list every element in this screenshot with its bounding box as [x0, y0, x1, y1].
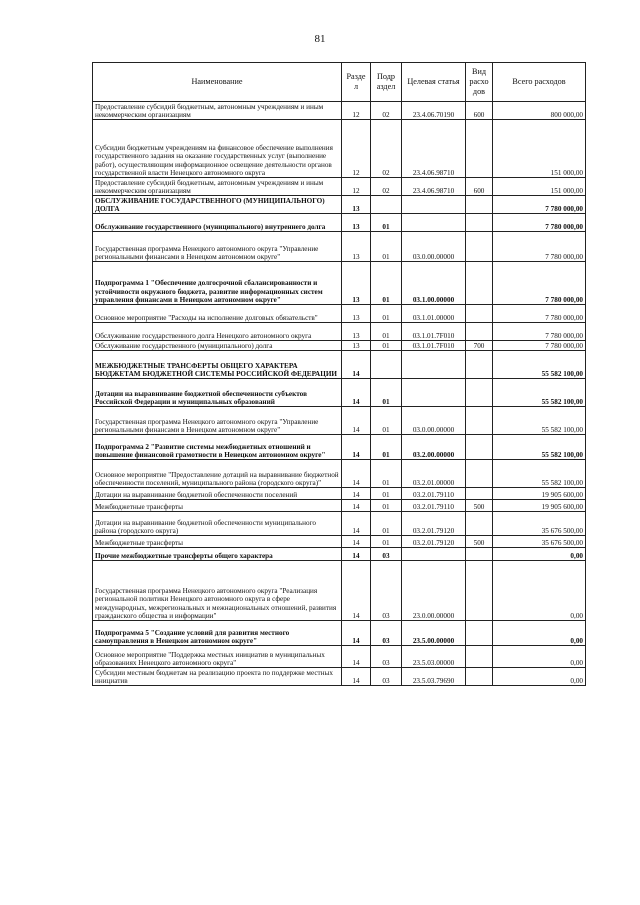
row-name-cell: Межбюджетные трансферты [93, 500, 342, 512]
row-total-cell: 7 780 000,00 [493, 323, 586, 341]
expenditure-table [92, 62, 586, 686]
row-target-cell [402, 379, 466, 407]
row-target-cell: 03.1.01.7F010 [402, 341, 466, 351]
row-name-cell: Дотации на выравнивание бюджетной обеспеченности субъектов Российской Федерации и муниципальных образований [93, 379, 342, 407]
table-header-row [93, 63, 586, 102]
row-target-cell: 03.1.01.7F010 [402, 323, 466, 341]
row-razdel-cell: 14 [342, 512, 371, 536]
row-podrazdel-cell: 03 [371, 621, 402, 646]
table-row [93, 341, 586, 351]
row-razdel-cell: 14 [342, 488, 371, 500]
row-target-cell: 23.5.00.00000 [402, 621, 466, 646]
row-name-cell: Основное мероприятие "Предоставление дотаций на выравнивание бюджетной обеспеченности поселений, муниципального района (городского округа)" [93, 460, 342, 488]
row-target-cell: 23.0.00.00000 [402, 561, 466, 621]
row-podrazdel-cell [371, 196, 402, 214]
row-name-cell: Прочие межбюджетные трансферты общего характера [93, 548, 342, 561]
table-row [93, 435, 586, 460]
row-total-cell: 0,00 [493, 621, 586, 646]
row-vid-cell [466, 407, 493, 435]
row-target-cell: 23.5.03.00000 [402, 646, 466, 668]
row-vid-cell [466, 646, 493, 668]
row-podrazdel-cell: 03 [371, 561, 402, 621]
row-razdel-cell: 13 [342, 341, 371, 351]
row-name-cell: Предоставление субсидий бюджетным, автономным учреждениям и иным некоммерческим организациям [93, 178, 342, 196]
row-vid-cell [466, 196, 493, 214]
row-razdel-cell: 13 [342, 323, 371, 341]
row-total-cell: 7 780 000,00 [493, 341, 586, 351]
table-row [93, 196, 586, 214]
row-vid-cell [466, 214, 493, 232]
table-row [93, 548, 586, 561]
row-razdel-cell: 13 [342, 214, 371, 232]
row-podrazdel-cell: 01 [371, 214, 402, 232]
row-vid-cell: 500 [466, 500, 493, 512]
row-total-cell: 55 582 100,00 [493, 351, 586, 379]
row-vid-cell [466, 621, 493, 646]
page-number: 81 [314, 33, 326, 45]
table-row [93, 323, 586, 341]
header-podrazdel: Подр аздел [371, 63, 402, 102]
table-row [93, 561, 586, 621]
row-podrazdel-cell: 01 [371, 500, 402, 512]
row-vid-cell [466, 488, 493, 500]
row-razdel-cell: 14 [342, 561, 371, 621]
row-podrazdel-cell: 02 [371, 178, 402, 196]
row-podrazdel-cell: 01 [371, 305, 402, 323]
row-name-cell: Дотации на выравнивание бюджетной обеспеченности муниципального района (городского округа) [93, 512, 342, 536]
row-razdel-cell: 14 [342, 646, 371, 668]
header-target: Целевая статья [402, 63, 466, 102]
row-podrazdel-cell: 01 [371, 460, 402, 488]
row-name-cell: Обслуживание государственного (муниципального) внутреннего долга [93, 214, 342, 232]
table-row [93, 120, 586, 178]
row-total-cell: 0,00 [493, 668, 586, 686]
row-razdel-cell: 14 [342, 621, 371, 646]
row-total-cell: 35 676 500,00 [493, 512, 586, 536]
table-row [93, 460, 586, 488]
row-vid-cell: 600 [466, 178, 493, 196]
row-total-cell: 19 905 600,00 [493, 488, 586, 500]
row-total-cell: 7 780 000,00 [493, 214, 586, 232]
row-name-cell: Субсидии бюджетным учреждениям на финансовое обеспечение выполнения государственного задания на оказание государственных услуг (выполнение работ), осуществляющим информационное освещение деятельности органов государственной власти Ненецкого автономного округа [93, 120, 342, 178]
row-total-cell: 800 000,00 [493, 102, 586, 120]
row-podrazdel-cell: 01 [371, 407, 402, 435]
row-razdel-cell: 14 [342, 407, 371, 435]
row-razdel-cell: 13 [342, 196, 371, 214]
row-target-cell: 03.2.01.00000 [402, 460, 466, 488]
table-row [93, 305, 586, 323]
table-row [93, 668, 586, 686]
row-podrazdel-cell: 01 [371, 435, 402, 460]
row-vid-cell [466, 262, 493, 305]
row-razdel-cell: 12 [342, 178, 371, 196]
row-name-cell: Подпрограмма 5 "Создание условий для развития местного самоуправления в Ненецком автономном округе" [93, 621, 342, 646]
header-razdel: Разде л [342, 63, 371, 102]
table-row [93, 214, 586, 232]
row-podrazdel-cell [371, 351, 402, 379]
row-total-cell: 35 676 500,00 [493, 536, 586, 548]
row-target-cell [402, 196, 466, 214]
row-podrazdel-cell: 01 [371, 262, 402, 305]
row-name-cell: Субсидии местным бюджетам на реализацию проекта по поддержке местных инициатив [93, 668, 342, 686]
row-name-cell: ОБСЛУЖИВАНИЕ ГОСУДАРСТВЕННОГО (МУНИЦИПАЛЬНОГО) ДОЛГА [93, 196, 342, 214]
row-vid-cell [466, 323, 493, 341]
row-vid-cell [466, 120, 493, 178]
row-target-cell: 03.0.00.00000 [402, 407, 466, 435]
table-row [93, 536, 586, 548]
row-name-cell: Основное мероприятие "Поддержка местных инициатив в муниципальных образованиях Ненецкого автономного округа" [93, 646, 342, 668]
row-podrazdel-cell: 01 [371, 232, 402, 262]
row-vid-cell [466, 668, 493, 686]
row-podrazdel-cell: 02 [371, 120, 402, 178]
row-podrazdel-cell: 03 [371, 646, 402, 668]
row-target-cell: 03.1.00.00000 [402, 262, 466, 305]
row-total-cell: 0,00 [493, 561, 586, 621]
row-target-cell: 03.2.01.79120 [402, 536, 466, 548]
row-name-cell: Межбюджетные трансферты [93, 536, 342, 548]
row-razdel-cell: 13 [342, 305, 371, 323]
row-target-cell: 23.4.06.70190 [402, 102, 466, 120]
row-total-cell: 55 582 100,00 [493, 407, 586, 435]
row-podrazdel-cell: 02 [371, 102, 402, 120]
row-name-cell: Государственная программа Ненецкого автономного округа "Управление региональными финансами в Ненецком автономном округе" [93, 407, 342, 435]
row-total-cell: 7 780 000,00 [493, 305, 586, 323]
row-target-cell: 03.2.01.79120 [402, 512, 466, 536]
table-row [93, 488, 586, 500]
row-razdel-cell: 14 [342, 351, 371, 379]
row-target-cell [402, 351, 466, 379]
row-target-cell [402, 548, 466, 561]
row-name-cell: Подпрограмма 1 "Обеспечение долгосрочной сбалансированности и устойчивости окружного бюджета, развитие информационных систем управления финансами в Ненецком автономном округе" [93, 262, 342, 305]
row-name-cell: Дотации на выравнивание бюджетной обеспеченности поселений [93, 488, 342, 500]
row-total-cell: 151 000,00 [493, 120, 586, 178]
row-podrazdel-cell: 01 [371, 341, 402, 351]
row-razdel-cell: 14 [342, 548, 371, 561]
row-total-cell: 55 582 100,00 [493, 460, 586, 488]
row-podrazdel-cell: 03 [371, 548, 402, 561]
row-target-cell: 23.5.03.79690 [402, 668, 466, 686]
row-total-cell: 55 582 100,00 [493, 435, 586, 460]
row-total-cell: 7 780 000,00 [493, 262, 586, 305]
row-target-cell: 03.2.01.79110 [402, 488, 466, 500]
row-vid-cell [466, 379, 493, 407]
row-name-cell: Государственная программа Ненецкого автономного округа "Управление региональными финансами в Ненецком автономном округе" [93, 232, 342, 262]
row-razdel-cell: 13 [342, 232, 371, 262]
row-vid-cell [466, 561, 493, 621]
table-row [93, 621, 586, 646]
row-vid-cell [466, 232, 493, 262]
table-row [93, 646, 586, 668]
row-target-cell: 23.4.06.98710 [402, 178, 466, 196]
row-razdel-cell: 12 [342, 102, 371, 120]
row-total-cell: 0,00 [493, 548, 586, 561]
row-podrazdel-cell: 01 [371, 536, 402, 548]
row-target-cell: 03.1.01.00000 [402, 305, 466, 323]
row-razdel-cell: 13 [342, 262, 371, 305]
header-vid: Вид расхо дов [466, 63, 493, 102]
row-razdel-cell: 14 [342, 668, 371, 686]
table-row [93, 351, 586, 379]
table-row [93, 102, 586, 120]
row-name-cell: Государственная программа Ненецкого автономного округа "Реализация региональной политики Ненецкого автономного округа в сфере международных, межрегиональных и межнациональных отношений, развития гражданского общества и информации" [93, 561, 342, 621]
row-podrazdel-cell: 01 [371, 379, 402, 407]
row-razdel-cell: 14 [342, 500, 371, 512]
row-vid-cell [466, 305, 493, 323]
row-vid-cell: 600 [466, 102, 493, 120]
table-row [93, 178, 586, 196]
row-target-cell: 03.2.00.00000 [402, 435, 466, 460]
row-razdel-cell: 12 [342, 120, 371, 178]
row-vid-cell: 700 [466, 341, 493, 351]
header-total: Всего расходов [493, 63, 586, 102]
row-vid-cell [466, 435, 493, 460]
table-row [93, 512, 586, 536]
table-row [93, 262, 586, 305]
row-target-cell: 03.2.01.79110 [402, 500, 466, 512]
row-razdel-cell: 14 [342, 379, 371, 407]
row-vid-cell [466, 512, 493, 536]
row-target-cell [402, 214, 466, 232]
row-vid-cell: 500 [466, 536, 493, 548]
row-podrazdel-cell: 01 [371, 488, 402, 500]
row-target-cell: 23.4.06.98710 [402, 120, 466, 178]
row-razdel-cell: 14 [342, 435, 371, 460]
row-vid-cell [466, 460, 493, 488]
row-total-cell: 55 582 100,00 [493, 379, 586, 407]
table-row [93, 232, 586, 262]
row-vid-cell [466, 351, 493, 379]
table-row [93, 407, 586, 435]
table-row [93, 500, 586, 512]
row-name-cell: Подпрограмма 2 "Развитие системы межбюджетных отношений и повышение финансовой грамотности в Ненецком автономном округе" [93, 435, 342, 460]
header-name: Наименование [93, 63, 342, 102]
row-total-cell: 19 905 600,00 [493, 500, 586, 512]
row-total-cell: 7 780 000,00 [493, 196, 586, 214]
row-name-cell: МЕЖБЮДЖЕТНЫЕ ТРАНСФЕРТЫ ОБЩЕГО ХАРАКТЕРА БЮДЖЕТАМ БЮДЖЕТНОЙ СИСТЕМЫ РОССИЙСКОЙ ФЕДЕРАЦИИ [93, 351, 342, 379]
row-podrazdel-cell: 01 [371, 512, 402, 536]
row-total-cell: 7 780 000,00 [493, 232, 586, 262]
row-name-cell: Предоставление субсидий бюджетным, автономным учреждениям и иным некоммерческим организациям [93, 102, 342, 120]
row-razdel-cell: 14 [342, 460, 371, 488]
row-podrazdel-cell: 01 [371, 323, 402, 341]
row-target-cell: 03.0.00.00000 [402, 232, 466, 262]
row-vid-cell [466, 548, 493, 561]
row-name-cell: Основное мероприятие "Расходы на исполнение долговых обязательств" [93, 305, 342, 323]
row-total-cell: 0,00 [493, 646, 586, 668]
row-podrazdel-cell: 03 [371, 668, 402, 686]
row-razdel-cell: 14 [342, 536, 371, 548]
row-total-cell: 151 000,00 [493, 178, 586, 196]
table-row [93, 379, 586, 407]
row-name-cell: Обслуживание государственного (муниципального) долга [93, 341, 342, 351]
row-name-cell: Обслуживание государственного долга Ненецкого автономного округа [93, 323, 342, 341]
